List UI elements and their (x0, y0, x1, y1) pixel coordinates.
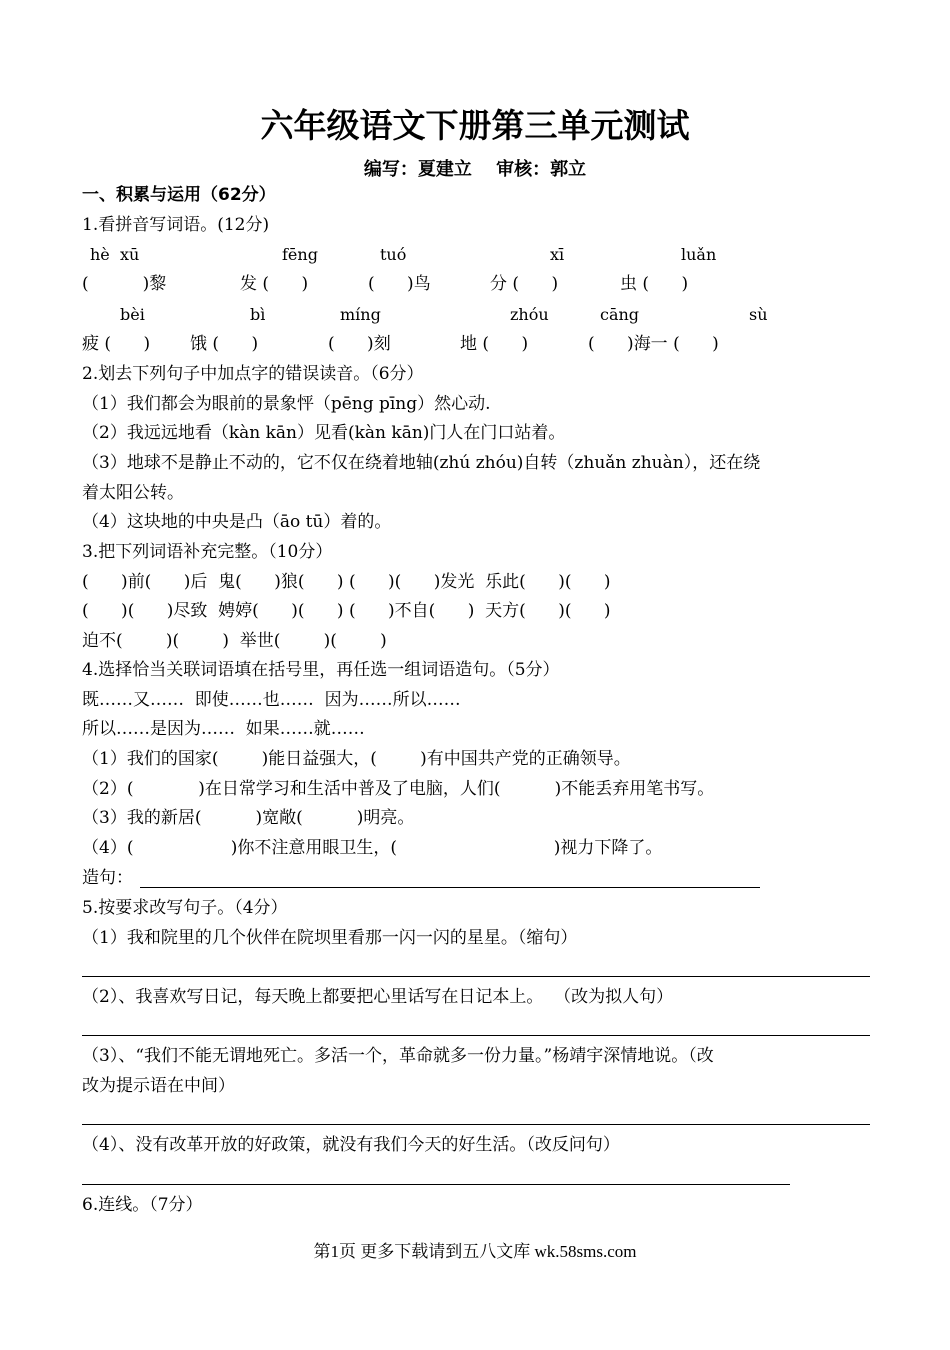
question-5-item: （3）、“我们不能无谓地死亡。多活一个，革命就多一份力量。”杨靖宇深情地说。（改 (82, 1046, 714, 1066)
answer-line[interactable] (82, 1124, 870, 1125)
pinyin: hè xū (90, 245, 140, 264)
question-5-item: 改为提示语在中间） (82, 1076, 235, 1096)
blank-word[interactable]: 发 ( ) (240, 274, 309, 294)
question-2-item: （3）地球不是静止不动的，它不仅在绕着地轴(zhú zhóu)自转（zhuǎn zhuàn），还在绕 (82, 453, 761, 473)
blank-word[interactable]: ( )海一 ( ) (588, 334, 719, 354)
blank-word[interactable]: 虫 ( ) (620, 274, 689, 294)
question-5-item: （2）、我喜欢写日记，每天晚上都要把心里话写在日记本上。 （改为拟人句） (82, 987, 674, 1007)
question-6-heading: 6.连线。（7分） (82, 1195, 203, 1215)
page-title: 六年级语文下册第三单元测试 (260, 106, 690, 145)
answer-line[interactable] (140, 887, 760, 888)
question-2-item: （4）这块地的中央是凸（āo tū）着的。 (82, 512, 392, 532)
pinyin: xī (550, 245, 565, 264)
pinyin: míng (340, 305, 381, 324)
pinyin: fēng (282, 245, 318, 264)
question-3-heading: 3.把下列词语补充完整。（10分） (82, 542, 333, 562)
page-footer: 第1页 更多下载请到五八文库 wk.58sms.com (313, 1242, 637, 1261)
answer-line[interactable] (82, 1035, 870, 1036)
question-5-item: （1）我和院里的几个伙伴在院坝里看那一闪一闪的星星。（缩句） (82, 928, 578, 948)
question-4-item[interactable]: （2）( )在日常学习和生活中普及了电脑，人们( )不能丢弃用笔书写。 (82, 779, 715, 799)
answer-line[interactable] (82, 976, 870, 977)
idiom-row[interactable]: 迫不( )( ) 举世( )( ) (82, 631, 387, 651)
question-4-item[interactable]: （4）( )你不注意用眼卫生，( )视力下降了。 (82, 838, 663, 858)
idiom-row[interactable]: ( )前( )后 鬼( )狼( ) ( )( )发光 乐此( )( ) (82, 572, 611, 592)
question-1-heading: 1.看拼音写词语。(12分) (82, 215, 270, 235)
blank-word[interactable]: 地 ( ) (460, 334, 529, 354)
idiom-row[interactable]: ( )( )尽致 娉婷( )( ) ( )不自( ) 天方( )( ) (82, 601, 611, 621)
pinyin: bèi (120, 305, 145, 324)
pinyin: bì (250, 305, 266, 324)
blank-word[interactable]: 饿 ( ) (190, 334, 259, 354)
blank-word[interactable]: ( )刻 (328, 334, 391, 354)
question-4-heading: 4.选择恰当关联词语填在括号里，再任选一组词语造句。（5分） (82, 660, 560, 680)
question-4-item[interactable]: （3）我的新居( )宽敞( )明亮。 (82, 808, 415, 828)
pinyin: sù (749, 305, 768, 324)
conjunction-options: 既……又…… 即使……也…… 因为……所以…… (82, 690, 461, 710)
conjunction-options: 所以……是因为…… 如果……就…… (82, 719, 365, 739)
question-5-item: （4）、没有改革开放的好政策，就没有我们今天的好生活。（改反问句） (82, 1135, 620, 1155)
pinyin: luǎn (681, 245, 717, 264)
question-2-item: 着太阳公转。 (82, 483, 184, 503)
make-sentence-label: 造句： (82, 868, 133, 888)
pinyin: cāng (600, 305, 640, 324)
blank-word[interactable]: 分 ( ) (490, 274, 559, 294)
question-2-heading: 2.划去下列句子中加点字的错误读音。（6分） (82, 364, 424, 384)
question-5-heading: 5.按要求改写句子。（4分） (82, 898, 288, 918)
question-2-item: （1）我们都会为眼前的景象怦（pēng pīng）然心动. (82, 394, 491, 414)
blank-word[interactable]: ( )黎 (82, 274, 167, 294)
blank-word[interactable]: ( )鸟 (368, 274, 431, 294)
answer-line[interactable] (82, 1184, 790, 1185)
question-4-item[interactable]: （1）我们的国家( )能日益强大，( )有中国共产党的正确领导。 (82, 749, 631, 769)
pinyin: tuó (380, 245, 407, 264)
pinyin: zhóu (510, 305, 549, 324)
section-heading: 一、积累与运用（62分） (82, 185, 276, 205)
authors-line: 编写：夏建立 审核：郭立 (363, 159, 587, 180)
question-2-item: （2）我远远地看（kàn kān）见看(kàn kān)门人在门口站着。 (82, 423, 566, 443)
blank-word[interactable]: 疲 ( ) (82, 334, 151, 354)
